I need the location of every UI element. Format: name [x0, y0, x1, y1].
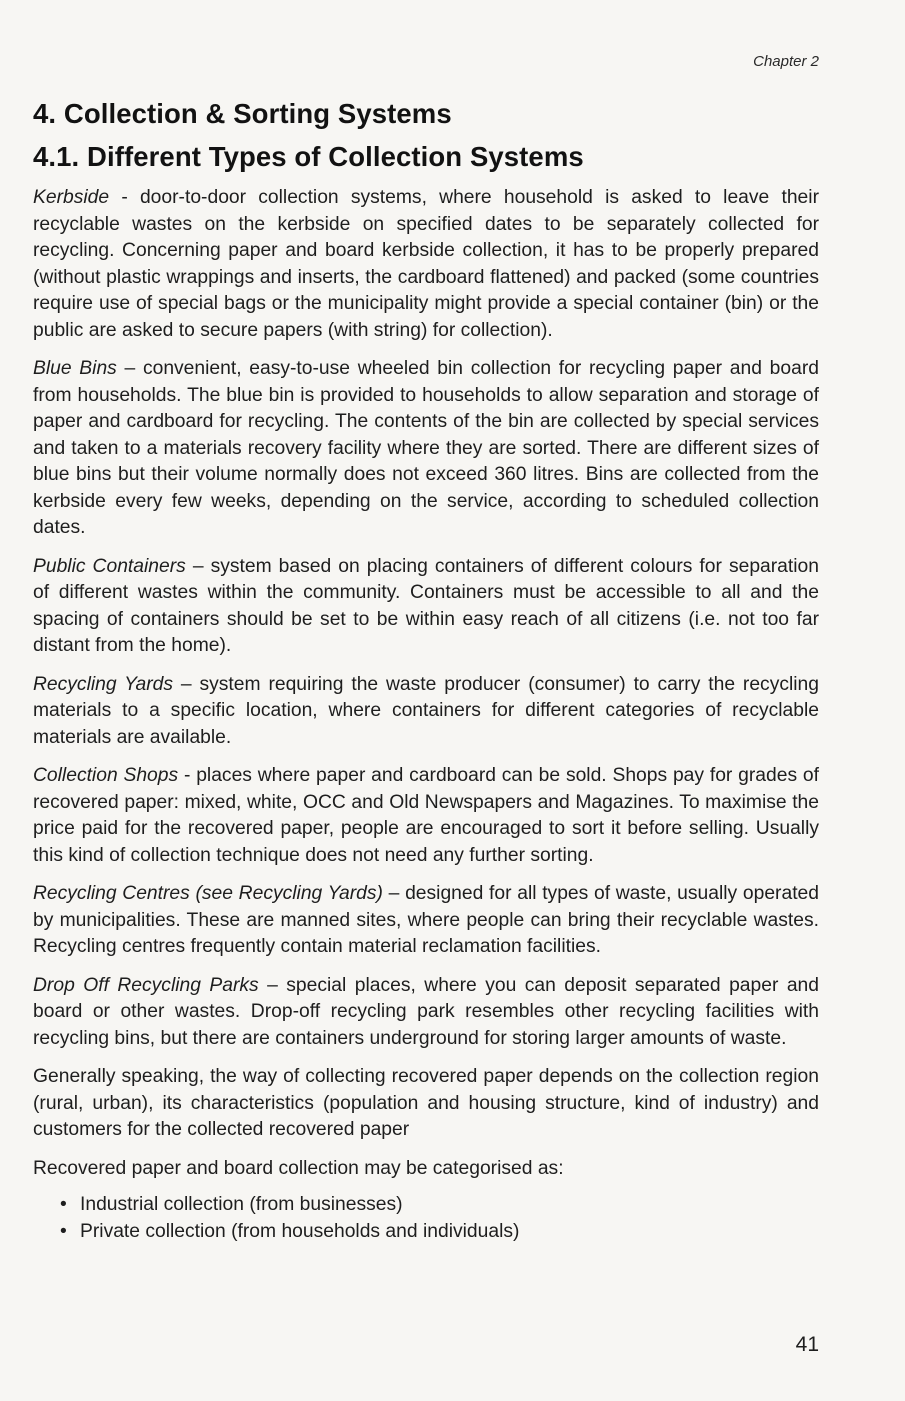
list-intro: Recovered paper and board collection may be categorised as:	[33, 1157, 564, 1179]
subsection-heading: 4.1. Different Types of Collection Systems	[33, 141, 584, 172]
paragraph-drop-off-parks	[33, 973, 819, 1053]
definition-recycling-yards: – system requiring the waste producer (consumer) to carry the recycling materials to a specific location, where containers for different categories of recyclable materials are available.	[33, 673, 819, 748]
term-collection-shops: Collection Shops	[33, 765, 179, 786]
definition-drop-off-parks: – special places, where you can deposit separated paper and board or other wastes. Drop-off recycling park resembles other recycling facilities with recycling bins, but there are containers underground for storing larger amounts of waste.	[33, 974, 819, 1049]
list-item-text: Private collection (from households and individuals)	[80, 1220, 520, 1242]
section-heading: 4. Collection & Sorting Systems	[33, 98, 452, 129]
paragraph-recycling-centres	[33, 881, 819, 961]
term-kerbside: Kerbside	[33, 187, 110, 208]
term-blue-bins: Blue Bins	[33, 358, 117, 379]
list-item-text: Industrial collection (from businesses)	[80, 1194, 403, 1215]
paragraph-public-containers	[33, 554, 819, 660]
term-public-containers: Public Containers	[33, 555, 186, 577]
list-item	[33, 1219, 819, 1246]
bullet-icon: •	[60, 1194, 67, 1215]
definition-public-containers: – system based on placing containers of different colours for separation of different wastes within the community. Containers must be accessible to all and the spacing of containers should be set to be within easy reach of all citizens (i.e. not too far distant from the home).	[33, 555, 819, 656]
list-item	[33, 1192, 819, 1219]
paragraph-recycling-yards	[33, 672, 819, 752]
definition-collection-shops: - places where paper and cardboard can be sold. Shops pay for grades of recovered paper: mixed, white, OCC and Old Newspapers and Magazines. To maximise the price paid for the recovered paper, people are encouraged to sort it before selling. Usually this kind of collection technique does not need any further sorting.	[33, 765, 820, 866]
paragraph-kerbside	[33, 185, 819, 344]
term-recycling-yards: Recycling Yards	[33, 673, 174, 695]
term-recycling-centres: Recycling Centres (see Recycling Yards)	[33, 883, 383, 904]
term-drop-off-parks: Drop Off Recycling Parks	[33, 974, 259, 996]
document-page	[33, 0, 819, 1401]
body-text	[33, 185, 819, 1245]
bullet-icon: •	[60, 1220, 67, 1242]
definition-kerbside: - door-to-door collection systems, where household is asked to leave their recyclable wastes on the kerbside on specified dates to be separately collected for recycling. Concerning paper and board kerbside collection, it has to be properly prepared (without plastic wrappings and inserts, the cardboard flattened) and packed (some countries require use of special bags or the municipality might provide a special container (bin) or the public are asked to secure papers (with string) for collection).	[33, 187, 819, 341]
paragraph-general: Generally speaking, the way of collecting recovered paper depends on the collection region (rural, urban), its characteristics (population and housing structure, kind of industry) and customers for the collected recovered paper	[33, 1066, 819, 1140]
page-number: 41	[795, 1333, 819, 1356]
paragraph-blue-bins	[33, 356, 819, 542]
definition-recycling-centres: – designed for all types of waste, usually operated by municipalities. These are manned sites, where people can bring their recyclable wastes. Recycling centres frequently contain material reclamation facilities.	[33, 883, 819, 957]
collection-category-list	[33, 1192, 819, 1245]
paragraph-collection-shops	[33, 763, 819, 869]
chapter-label: Chapter 2	[753, 53, 819, 70]
definition-blue-bins: – convenient, easy-to-use wheeled bin collection for recycling paper and board from households. The blue bin is provided to households to allow separation and storage of paper and cardboard for recycling. The contents of the bin are collected by special services and taken to a materials recovery facility where they are sorted. There are different sizes of blue bins but their volume normally does not exceed 360 litres. Bins are collected from the kerbside every few weeks, depending on the service, according to scheduled collection dates.	[33, 358, 819, 538]
